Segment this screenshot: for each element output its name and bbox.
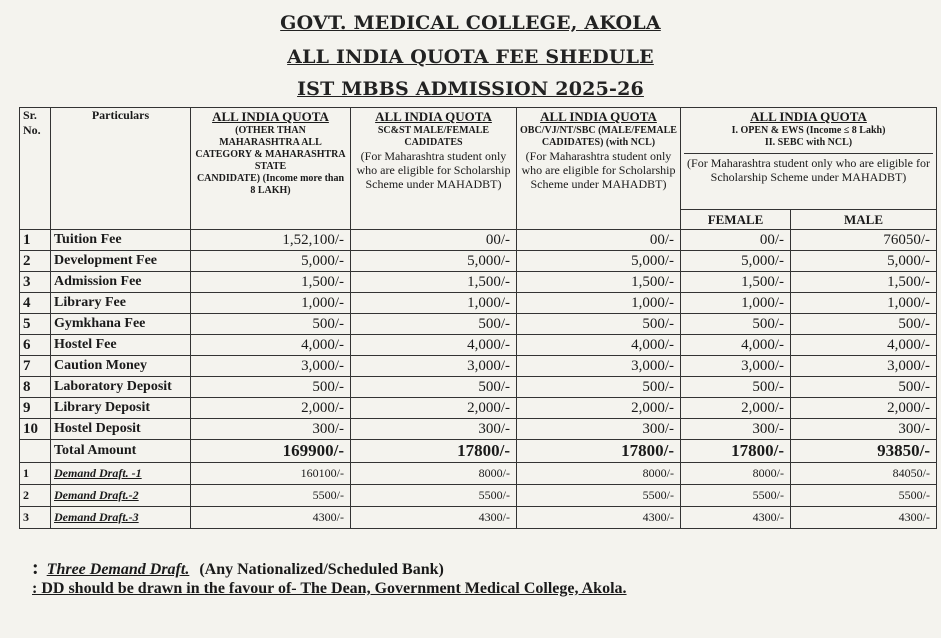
total-sr [20, 440, 51, 463]
quota4-note: (For Maharashtra student only who are eligible for Scholarship Scheme under MAHADBT) [684, 153, 933, 184]
quota1-title: ALL INDIA QUOTA [212, 109, 329, 124]
fee-q3: 00/- [517, 230, 681, 251]
fee-female: 300/- [681, 419, 791, 440]
draft-name: Demand Draft.-3 [51, 507, 191, 529]
total-q3: 17800/- [517, 440, 681, 463]
fee-row [20, 293, 937, 314]
quota2-title: ALL INDIA QUOTA [375, 109, 492, 124]
total-row [20, 440, 937, 463]
quota1-header [191, 108, 351, 230]
total-label: Total Amount [51, 440, 191, 463]
fee-q3: 3,000/- [517, 356, 681, 377]
fee-sr: 8 [20, 377, 51, 398]
fee-sr: 10 [20, 419, 51, 440]
quota1-note: CANDIDATE) (Income more than 8 LAKH) [196, 173, 345, 196]
fee-sr: 2 [20, 251, 51, 272]
fee-female: 3,000/- [681, 356, 791, 377]
footer-note-2 [32, 580, 627, 598]
fee-table [19, 107, 937, 529]
fee-q2: 5,000/- [351, 251, 517, 272]
quota3-note: (For Maharashtra student only who are eligible for Scholarship Scheme under MAHADBT) [521, 149, 676, 191]
draft-sr: 2 [20, 485, 51, 507]
fee-male: 4,000/- [791, 335, 937, 356]
fee-q1: 1,52,100/- [191, 230, 351, 251]
footer-note-1 [32, 557, 444, 580]
footer-colon: : [32, 557, 39, 579]
fee-q2: 00/- [351, 230, 517, 251]
fee-q3: 4,000/- [517, 335, 681, 356]
fee-female: 5,000/- [681, 251, 791, 272]
fee-name: Admission Fee [51, 272, 191, 293]
fee-sr: 9 [20, 398, 51, 419]
draft-q3: 8000/- [517, 463, 681, 485]
fee-q1: 1,000/- [191, 293, 351, 314]
fee-male: 76050/- [791, 230, 937, 251]
draft-male: 5500/- [791, 485, 937, 507]
fee-row [20, 251, 937, 272]
male-header: MALE [791, 210, 937, 230]
draft-q3: 5500/- [517, 485, 681, 507]
draft-female: 4300/- [681, 507, 791, 529]
fee-male: 2,000/- [791, 398, 937, 419]
draft-male: 4300/- [791, 507, 937, 529]
fee-q2: 500/- [351, 314, 517, 335]
quota2-note: (For Maharashtra student only who are eligible for Scholarship Scheme under MAHADBT) [356, 149, 511, 191]
fee-q3: 1,000/- [517, 293, 681, 314]
fee-q3: 500/- [517, 314, 681, 335]
fee-q2: 3,000/- [351, 356, 517, 377]
fee-female: 1,000/- [681, 293, 791, 314]
fee-female: 00/- [681, 230, 791, 251]
fee-name: Laboratory Deposit [51, 377, 191, 398]
quota4-header [681, 108, 937, 210]
fee-sr: 4 [20, 293, 51, 314]
fee-row [20, 314, 937, 335]
draft-sr: 3 [20, 507, 51, 529]
fee-row [20, 335, 937, 356]
fee-male: 5,000/- [791, 251, 937, 272]
total-q1: 169900/- [191, 440, 351, 463]
fee-name: Caution Money [51, 356, 191, 377]
fee-q1: 3,000/- [191, 356, 351, 377]
fee-q3: 2,000/- [517, 398, 681, 419]
fee-male: 1,000/- [791, 293, 937, 314]
fee-row [20, 356, 937, 377]
fee-q2: 300/- [351, 419, 517, 440]
sr-no-header: Sr. No. [20, 108, 51, 230]
fee-name: Library Fee [51, 293, 191, 314]
fee-male: 3,000/- [791, 356, 937, 377]
quota4-subtitle1: I. OPEN & EWS (Income ≤ 8 Lakh) [731, 125, 886, 136]
total-female: 17800/- [681, 440, 791, 463]
fee-q1: 1,500/- [191, 272, 351, 293]
particulars-header: Particulars [51, 108, 191, 230]
draft-q2: 8000/- [351, 463, 517, 485]
fee-sr: 3 [20, 272, 51, 293]
fee-name: Library Deposit [51, 398, 191, 419]
fee-sr: 1 [20, 230, 51, 251]
fee-row [20, 377, 937, 398]
fee-q2: 4,000/- [351, 335, 517, 356]
footer-bank-note: (Any Nationalized/Scheduled Bank) [199, 561, 444, 578]
fee-female: 500/- [681, 377, 791, 398]
fee-row [20, 419, 937, 440]
fee-q3: 5,000/- [517, 251, 681, 272]
fee-name: Gymkhana Fee [51, 314, 191, 335]
quota3-subtitle: OBC/VJ/NT/SBC (MALE/FEMALE CADIDATES) (with NCL) [520, 125, 677, 148]
fee-q3: 300/- [517, 419, 681, 440]
admission-title: IST MBBS ADMISSION 2025-26 [297, 78, 644, 100]
fee-name: Tuition Fee [51, 230, 191, 251]
college-title: GOVT. MEDICAL COLLEGE, AKOLA [280, 12, 661, 34]
quota4-subtitle2: II. SEBC with NCL) [764, 137, 853, 148]
draft-female: 5500/- [681, 485, 791, 507]
quota3-header [517, 108, 681, 230]
fee-sr: 5 [20, 314, 51, 335]
draft-q2: 4300/- [351, 507, 517, 529]
fee-q1: 5,000/- [191, 251, 351, 272]
fee-q3: 1,500/- [517, 272, 681, 293]
fee-female: 500/- [681, 314, 791, 335]
fee-male: 500/- [791, 314, 937, 335]
footer-emphasis: Three Demand Draft. [46, 561, 190, 578]
fee-name: Hostel Deposit [51, 419, 191, 440]
fee-female: 2,000/- [681, 398, 791, 419]
fee-q2: 1,500/- [351, 272, 517, 293]
draft-sr: 1 [20, 463, 51, 485]
fee-q1: 500/- [191, 377, 351, 398]
fee-name: Hostel Fee [51, 335, 191, 356]
fee-male: 300/- [791, 419, 937, 440]
female-header: FEMALE [681, 210, 791, 230]
fee-row [20, 398, 937, 419]
quota2-header [351, 108, 517, 230]
fee-q2: 1,000/- [351, 293, 517, 314]
quota1-subtitle: (OTHER THAN MAHARASHTRA ALL CATEGORY & MAHARASHTRA STATE [195, 125, 346, 172]
fee-q2: 2,000/- [351, 398, 517, 419]
draft-q1: 4300/- [191, 507, 351, 529]
fee-q2: 500/- [351, 377, 517, 398]
fee-sr: 7 [20, 356, 51, 377]
fee-q1: 500/- [191, 314, 351, 335]
draft-row [20, 463, 937, 485]
fee-female: 4,000/- [681, 335, 791, 356]
quota4-title: ALL INDIA QUOTA [750, 109, 867, 124]
fee-name: Development Fee [51, 251, 191, 272]
draft-q3: 4300/- [517, 507, 681, 529]
fee-sr: 6 [20, 335, 51, 356]
draft-row [20, 507, 937, 529]
fee-q1: 2,000/- [191, 398, 351, 419]
total-male: 93850/- [791, 440, 937, 463]
fee-row [20, 230, 937, 251]
fee-q1: 4,000/- [191, 335, 351, 356]
draft-female: 8000/- [681, 463, 791, 485]
fee-female: 1,500/- [681, 272, 791, 293]
draft-q2: 5500/- [351, 485, 517, 507]
fee-male: 500/- [791, 377, 937, 398]
quota2-subtitle: SC&ST MALE/FEMALE CADIDATES [377, 125, 490, 148]
schedule-title: ALL INDIA QUOTA FEE SHEDULE [287, 46, 654, 68]
draft-male: 84050/- [791, 463, 937, 485]
draft-name: Demand Draft. -1 [51, 463, 191, 485]
draft-row [20, 485, 937, 507]
draft-q1: 5500/- [191, 485, 351, 507]
fee-row [20, 272, 937, 293]
quota3-title: ALL INDIA QUOTA [540, 109, 657, 124]
fee-male: 1,500/- [791, 272, 937, 293]
total-q2: 17800/- [351, 440, 517, 463]
fee-q3: 500/- [517, 377, 681, 398]
fee-q1: 300/- [191, 419, 351, 440]
draft-q1: 160100/- [191, 463, 351, 485]
footer-dd-favour: : DD should be drawn in the favour of- The Dean, Government Medical College, Akola. [32, 580, 627, 597]
draft-name: Demand Draft.-2 [51, 485, 191, 507]
